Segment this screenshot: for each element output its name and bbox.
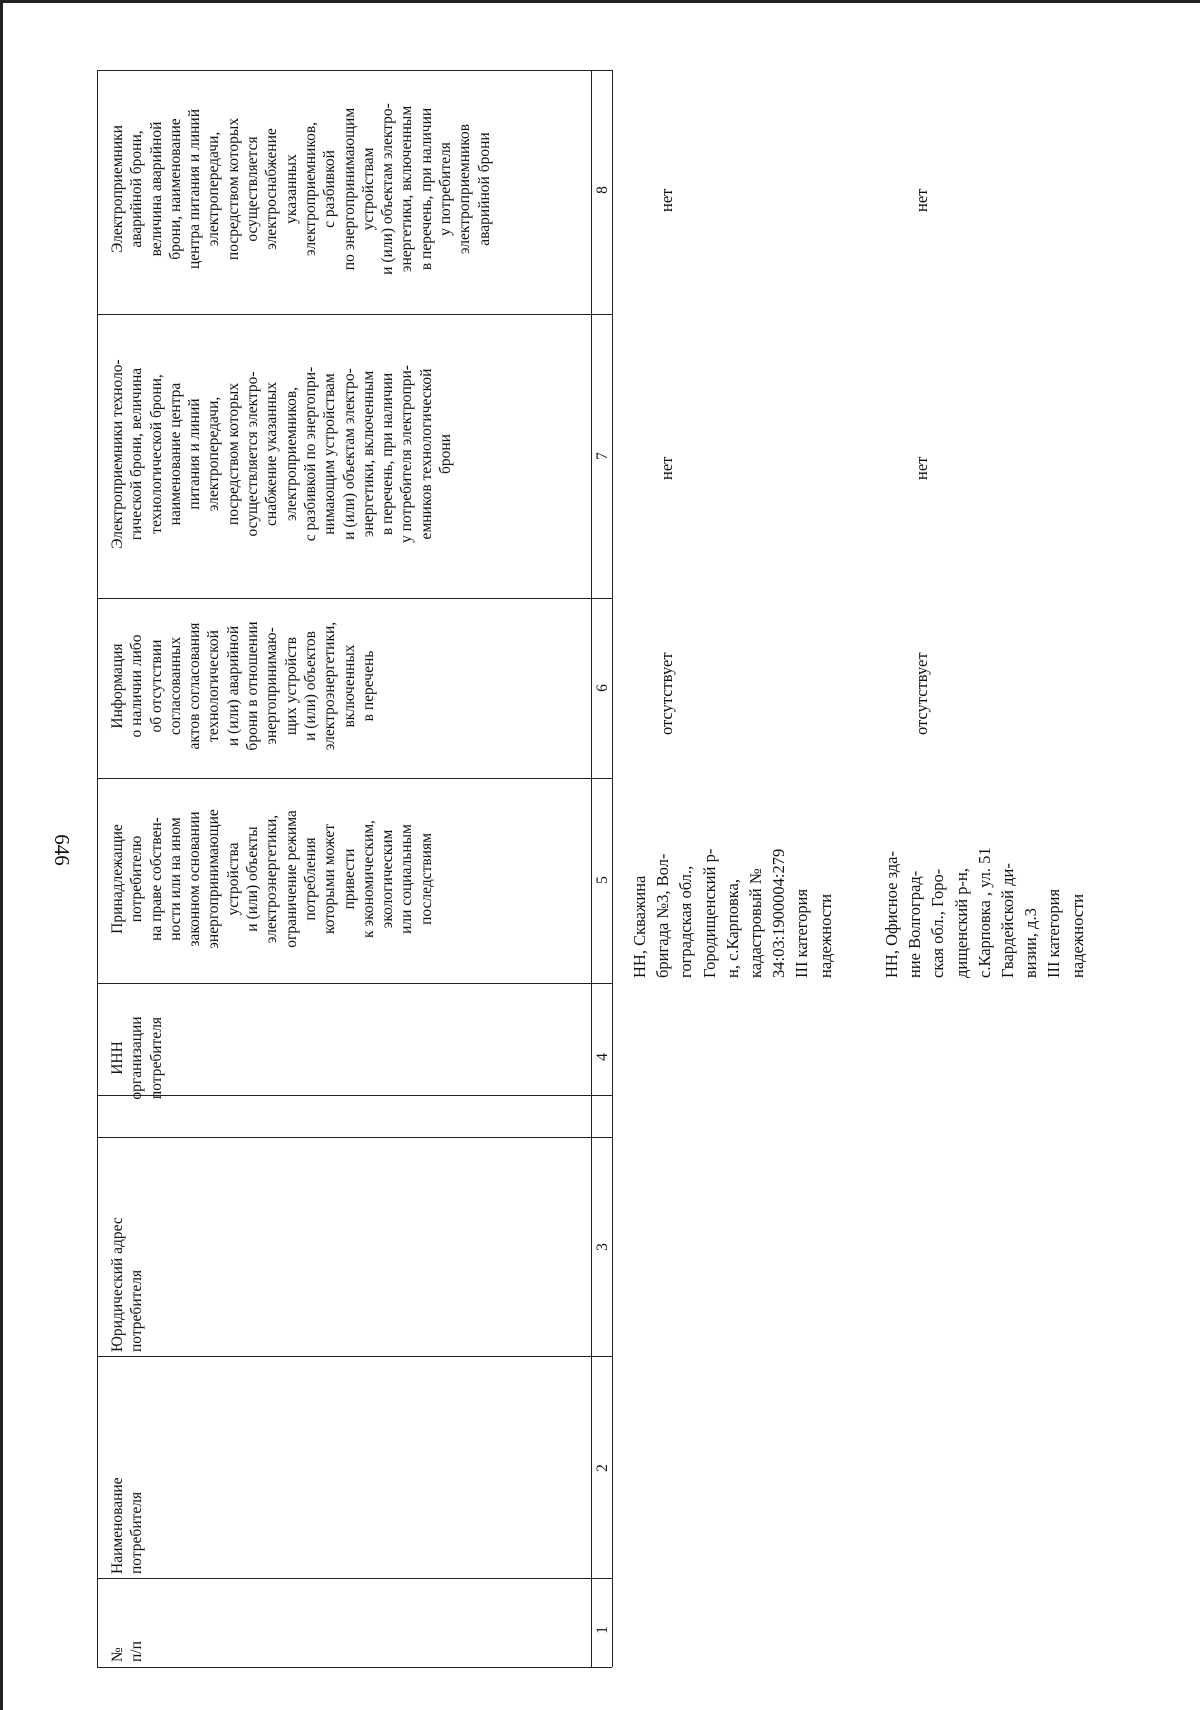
column-number: 8 xyxy=(594,186,611,194)
column-number: 5 xyxy=(594,876,611,884)
header-acts-info: Информация о наличии либо об отсутствии согласованных актов согласования технологической и (или) аварийной брони в отношении энергопринимаю- щих устройств и (или) объектов электроэнергетики, включенных в перечень xyxy=(109,621,377,751)
row-2-object: НН, Офисное зда- ние Волгоград- ская обл., Горо- дищенский р-н, с.Карповка , ул. 51 Гвардейской ди- визии, д.3 III категория надежности xyxy=(882,847,1087,978)
header-inn: ИНН организации потребителя xyxy=(109,1016,165,1100)
column-number: 6 xyxy=(594,684,611,692)
header-number: № п/п xyxy=(109,1641,146,1662)
table-line xyxy=(97,1356,612,1357)
table-line xyxy=(591,70,592,1667)
column-number: 2 xyxy=(594,1464,611,1472)
table-line xyxy=(97,1667,612,1668)
row-1-tech-reserve: нет xyxy=(657,456,676,480)
scan-edge-left xyxy=(0,0,3,1710)
header-consumer-name: Наименование потребителя xyxy=(109,1477,146,1574)
row-2-acts: отсутствует xyxy=(912,652,931,735)
table-line xyxy=(97,983,612,984)
row-2-tech-reserve: нет xyxy=(912,456,931,480)
header-legal-address: Юридический адрес потребителя xyxy=(109,1217,146,1352)
column-number: 7 xyxy=(594,452,611,460)
table-line xyxy=(97,70,98,1667)
column-number: 3 xyxy=(594,1243,611,1251)
row-1-object: НН, Скважина бригада №3, Вол- гоградская обл., Городищенский р- н, с.Карповка, кадастровый № 34:03:1900004:279 III категория надежности xyxy=(630,848,835,978)
header-tech-reserve: Электроприемники техноло- гической брони, величина технологической брони, наименование центра питания и линий электропередачи, посредством которых осуществляется электро- снабжение указанных электроприемников, с разбивкой по энергопри- нимающим устройствам и (или) объектам электро- энергетики, включенным в перечень, при наличии у потребителя электропри- емников технологической брони xyxy=(109,359,455,549)
column-number: 1 xyxy=(594,1626,611,1634)
row-2-emergency-reserve: нет xyxy=(912,188,931,212)
table-line xyxy=(97,1578,612,1579)
header-emergency-reserve: Электроприемники аварийной брони, величина аварийной брони, наименование центра питания и линий электропередачи, посредством которых осуществляется электроснабжение указанных электроприемников, с разбивкой по энергопринимающим устройствам и (или) объектам электро- энергетики, включенным в перечень, при наличии у потребителя электроприемников аварийной брони xyxy=(109,103,493,275)
header-energy-objects: Принадлежащие потребителю на праве собствен- ности или на ином законном основании энергопринимающие устройства и (или) объекты электроэнергетики, ограничение режима потребления которыми может привести к экономическим, экологическим или социальным последствиям xyxy=(109,809,435,949)
row-1-emergency-reserve: нет xyxy=(657,188,676,212)
table-line xyxy=(612,70,613,1667)
scan-edge-top xyxy=(0,0,1200,3)
column-number: 4 xyxy=(594,1053,611,1061)
row-1-acts: отсутствует xyxy=(657,652,676,735)
page-number: 646 xyxy=(50,834,74,866)
table-line xyxy=(97,778,612,779)
table-line xyxy=(97,1137,612,1138)
table-line xyxy=(97,1095,612,1096)
